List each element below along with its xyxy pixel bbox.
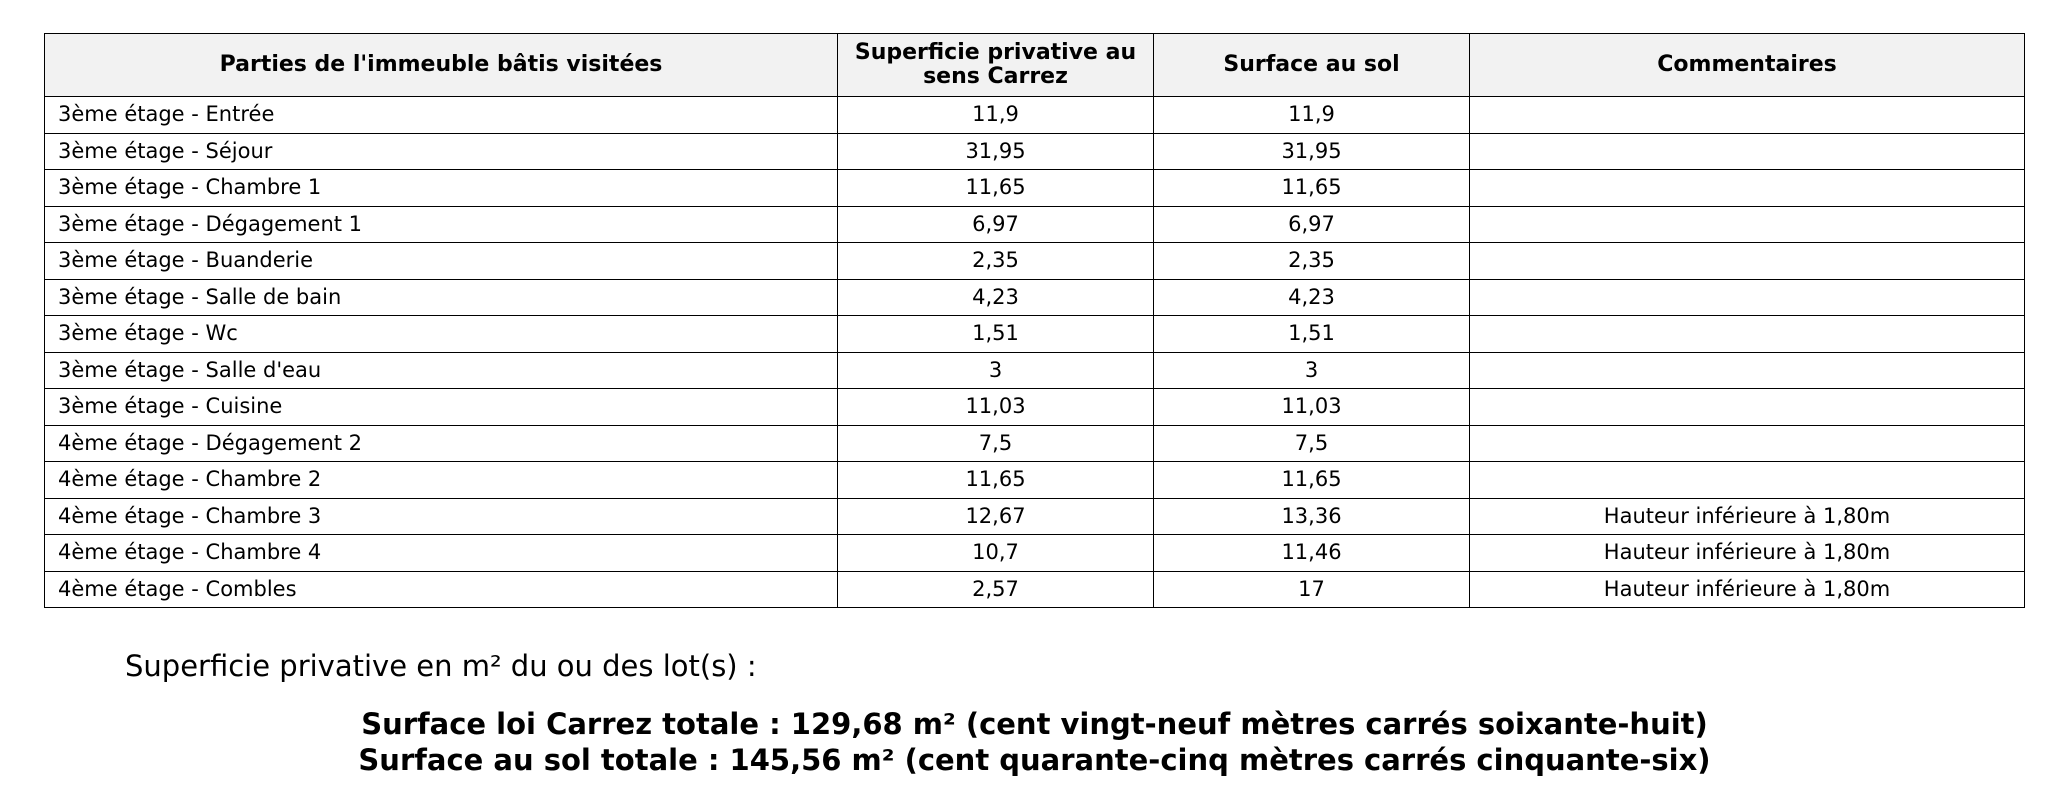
comment-cell [1470,462,2025,499]
carrez-total: Surface loi Carrez totale : 129,68 m² (cent vingt-neuf mètres carrés soixante-huit) [361,707,1708,741]
comment-cell [1470,97,2025,134]
room-cell: 3ème étage - Salle de bain [45,279,838,316]
room-cell: 4ème étage - Dégagement 2 [45,425,838,462]
room-cell: 4ème étage - Chambre 3 [45,498,838,535]
sol-cell: 11,65 [1154,462,1470,499]
sol-total: Surface au sol totale : 145,56 m² (cent quarante-cinq mètres carrés cinquante-six) [358,743,1711,777]
room-cell: 3ème étage - Cuisine [45,389,838,426]
room-cell: 3ème étage - Salle d'eau [45,352,838,389]
table-row [45,425,2025,462]
table-row [45,133,2025,170]
sol-cell: 4,23 [1154,279,1470,316]
comment-cell [1470,425,2025,462]
comment-cell [1470,133,2025,170]
carrez-cell: 6,97 [838,206,1154,243]
table-row [45,206,2025,243]
carrez-cell: 31,95 [838,133,1154,170]
carrez-cell: 2,35 [838,243,1154,280]
sol-cell: 17 [1154,571,1470,608]
comment-cell: Hauteur inférieure à 1,80m [1470,571,2025,608]
comment-cell [1470,352,2025,389]
table-row [45,316,2025,353]
table-row [45,571,2025,608]
room-cell: 3ème étage - Entrée [45,97,838,134]
table-row [45,97,2025,134]
summary-label: Superficie privative en m² du ou des lot(s) : [125,649,757,683]
carrez-cell: 1,51 [838,316,1154,353]
table-row [45,498,2025,535]
comment-cell: Hauteur inférieure à 1,80m [1470,498,2025,535]
surface-table-container [44,33,2024,608]
sol-cell: 2,35 [1154,243,1470,280]
room-cell: 3ème étage - Wc [45,316,838,353]
carrez-cell: 11,65 [838,170,1154,207]
table-body [45,97,2025,608]
sol-cell: 11,65 [1154,170,1470,207]
comment-cell [1470,389,2025,426]
header-surface-sol: Surface au sol [1154,34,1470,97]
header-parties: Parties de l'immeuble bâtis visitées [45,34,838,97]
comment-cell [1470,206,2025,243]
room-cell: 4ème étage - Combles [45,571,838,608]
sol-cell: 11,9 [1154,97,1470,134]
comment-cell [1470,316,2025,353]
room-cell: 3ème étage - Séjour [45,133,838,170]
carrez-cell: 10,7 [838,535,1154,572]
carrez-cell: 12,67 [838,498,1154,535]
sol-cell: 6,97 [1154,206,1470,243]
totals-block [0,706,2069,778]
comment-cell [1470,279,2025,316]
sol-cell: 13,36 [1154,498,1470,535]
table-row [45,243,2025,280]
carrez-cell: 11,9 [838,97,1154,134]
sol-cell: 3 [1154,352,1470,389]
table-row [45,535,2025,572]
carrez-cell: 3 [838,352,1154,389]
sol-cell: 1,51 [1154,316,1470,353]
sol-cell: 7,5 [1154,425,1470,462]
room-cell: 4ème étage - Chambre 4 [45,535,838,572]
carrez-cell: 2,57 [838,571,1154,608]
table-row [45,279,2025,316]
carrez-cell: 11,65 [838,462,1154,499]
comment-cell: Hauteur inférieure à 1,80m [1470,535,2025,572]
table-row [45,170,2025,207]
room-cell: 3ème étage - Chambre 1 [45,170,838,207]
header-carrez: Superficie privative au sens Carrez [838,34,1154,97]
carrez-cell: 7,5 [838,425,1154,462]
header-commentaires: Commentaires [1470,34,2025,97]
comment-cell [1470,170,2025,207]
carrez-cell: 4,23 [838,279,1154,316]
carrez-cell: 11,03 [838,389,1154,426]
room-cell: 4ème étage - Chambre 2 [45,462,838,499]
surface-table [44,33,2025,608]
table-header-row [45,34,2025,97]
table-row [45,462,2025,499]
comment-cell [1470,243,2025,280]
sol-cell: 11,46 [1154,535,1470,572]
sol-cell: 31,95 [1154,133,1470,170]
room-cell: 3ème étage - Dégagement 1 [45,206,838,243]
table-row [45,352,2025,389]
sol-cell: 11,03 [1154,389,1470,426]
room-cell: 3ème étage - Buanderie [45,243,838,280]
table-row [45,389,2025,426]
